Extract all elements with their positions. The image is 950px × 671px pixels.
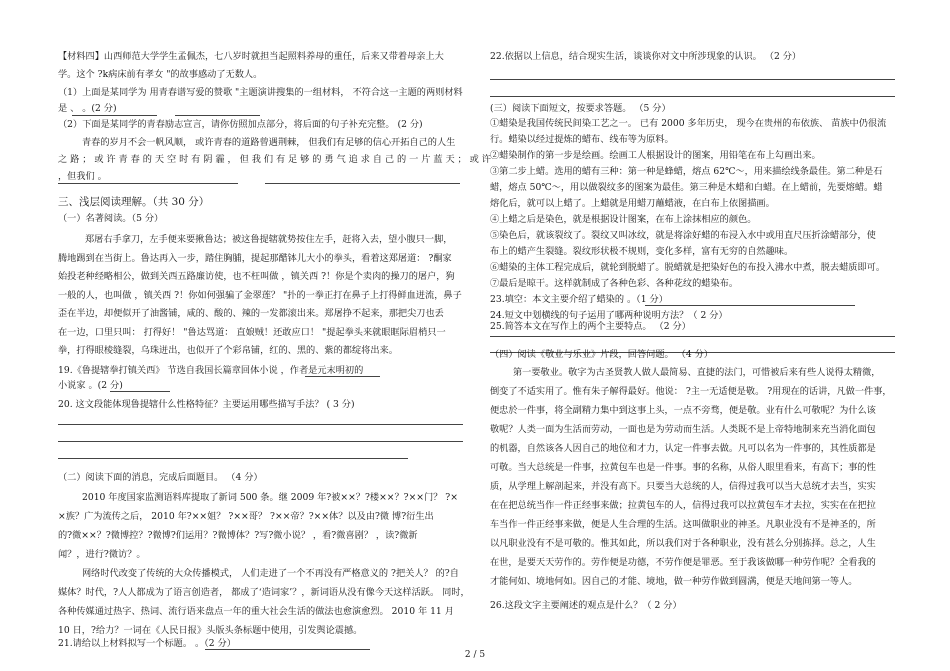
question2-line4: ，但我们 。 (58, 171, 107, 182)
question21: 21.请给以上材料拟写一个标题。 。（2 分） (58, 638, 236, 649)
question19-line1: 19.《鲁提辖拳打镇关西》 节选自我国长篇章回体小说 ，作者是元末明初的 (58, 365, 364, 376)
news-line: 的?微××？?微博控？?微博?们运用？?微博体？?写?微小说？ ，看?微喜剧？ ，读?微新 (58, 530, 418, 541)
answer-blank[interactable] (265, 183, 460, 184)
article-line: ③第二步上蜡。选用的蜡有三种：第一种是蜂蜡，熔点 62℃～，用来描绘线条最佳。第二种是石 (490, 166, 883, 177)
answer-blank[interactable] (72, 115, 157, 116)
essay-line: 质，从学理上解剖起来，并没有高下。只要当大总统的人，信得过我可以当大总统才去当，实实 (490, 481, 876, 492)
essay-line: 才能何如、境地何如。因自己的才能、境地，做一种劳作做到圆满，便是天地间第一等人。 (490, 576, 858, 587)
article-line: ①蜡染是我国传统民间染工艺之一。 已有 2000 多年历史， 现今在贵州的布依族、 苗族中仍很流 (490, 118, 887, 129)
essay-line: 敬呢？人类一面为生活而劳动，一面也是为劳动而生活。人类既不是上帝特地制来充当消化面包 (490, 424, 876, 435)
news-line: ×族？广为流传之后， 2010 年?××姐？ ?××哥？ ?××帝？?××体？以及由?微 博?衍生出 (58, 511, 434, 522)
question2-line1: （2）下面是某同学的青春励志宣言，请你仿照加点部分，将后面的句子补充完整。 (2 分) (58, 119, 423, 130)
answer-line[interactable] (490, 79, 895, 80)
passage-line: 郑屠右手拿刀，左手便来要揪鲁达；被这鲁提辖就势按住左手，赶将入去，望小腹只一脚， (85, 234, 453, 245)
answer-line[interactable] (58, 424, 463, 425)
question23: 23.填空：本文主要介绍了蜡染的 。（1 分） (490, 294, 668, 305)
question26: 26.这段文字主要阐述的观点是什么？（ 2 分） (490, 600, 682, 611)
news-line: 10 日，?给力？一词在《人民日报》头版头条标题中使用，引发舆论震撼。 (58, 625, 363, 636)
question24: 24.短文中划横线的句子运用了哪两种说明方法？（ 2 分） (490, 310, 728, 321)
essay-line: 在世，是要天天劳作的。劳作便是功德，不劳作便是罪恶。至于我该做哪一种劳作呢？全看我的 (490, 557, 876, 568)
answer-blank[interactable] (645, 305, 855, 306)
article-line: 熔化后，就可以上蜡了。上蜡就是用蜡刀蘸蜡液，在白布上依图描画。 (490, 198, 775, 209)
part1-title: （一）名著阅读。（5 分） (58, 213, 164, 224)
section3-title: 三、浅层阅读理解。（共 30 分） (58, 196, 210, 208)
passage-line: 拳，打得眼棱缝裂，乌珠迸出，也似开了个彩帛铺，红的、黑的、紫的都绽将出来。 (58, 345, 398, 356)
question25: 25.简答本文在写作上的两个主要特点。 （2 分） (490, 321, 691, 332)
question19-line2: 小说家 。(2 分) (58, 380, 123, 391)
answer-line[interactable] (490, 96, 895, 97)
news-line: 2010 年度国家监测语料库提取了新词 500 条。继 2009 年?被××？?楼××？?××门？ ?× (82, 492, 458, 503)
essay-line: 车当作一件正经事来做，便是人生合理的生活。这叫做职业的神圣。凡职业没有不是神圣的，所 (490, 519, 876, 530)
part2-title: （二）阅读下面的消息，完成后面题目。 （4 分） (58, 472, 263, 483)
article-line: ⑦最后是晾干。这样就制成了各种色彩、各种花纹的蜡染布。 (490, 278, 739, 289)
article-line: ④上蜡之后是染色，就是根据设计图案，在布上涂抹相应的颜色。 (490, 214, 757, 225)
answer-blank[interactable] (110, 391, 170, 392)
news-line: 网络时代改变了传统的大众传播模式， 人们走进了一个不再没有严格意义的 ?把关人？ 的?自 (82, 568, 459, 579)
article-line: ⑤染色后，就该裂纹了。裂纹又叫冰纹，就是将涂好蜡的布浸入水中或用直尺压折涂蜡部分，使 (490, 230, 876, 241)
article-line: 布上的蜡产生裂缝。裂纹形状极不规则，变化多样，富有无穷的自然趣味。 (490, 246, 794, 257)
answer-blank[interactable] (305, 376, 380, 377)
essay-line: 倒变了不适实用了。惟有朱子解得最好。他说： ?主一无适便是敬。 ?用现在的话讲，凡做一件事， (490, 386, 892, 397)
question2-line3: 之 路 ； 或 许 青 春 的 天 空 时 有 阴 霾 ， 但 我 们 有 足 够 的 勇 气 追 求 自 己 的 一 片 蓝 天 ； 或 许 (58, 154, 491, 165)
answer-blank[interactable] (58, 183, 238, 184)
passage-line: 始投老种经略相公，做到关西五路廉访使，也不枉叫做 ，镇关西 ?！你是个卖肉的操刀的屠户，狗 (58, 271, 455, 282)
news-line: 闻？，进行?微访？。 (58, 549, 146, 560)
question20: 20. 这文段能体现鲁提辖什么性格特征？主要运用哪些描写手法？ ( 3 分) (58, 399, 355, 410)
material4-line2: 学。这个 ?k病床前有孝女 "的故事感动了无数人。 (58, 69, 263, 80)
essay-line: 可敬。当大总统是一件事，拉黄包车也是一件事。事的名称，从俗人眼里看来，有高下；事的性 (490, 462, 876, 473)
part4-title: （四）阅读《敬业与乐业》片段，回答问题。 （4 分） (490, 349, 713, 360)
passage-line: 一般的人，也叫做 ，镇关西 ?！你如何强骗了金翠莲？ "扑的一拳正打在鼻子上打得鲜血迸流，鼻子 (58, 290, 462, 301)
essay-line: 第一要敬业。敬字为古圣贤教人做人最简易、直捷的法门，可惜被后来有些人说得太精微， (513, 367, 881, 378)
essay-line: 以凡职业没有不是可敬的。惟其如此，所以我们对于各种职业，没有甚么分别拣择。总之，人生 (490, 538, 876, 549)
article-line: ②蜡染制作的第一步是绘画。绘画工人根据设计的图案，用铅笔在布上勾画出来。 (490, 150, 821, 161)
page-number: 2 / 5 (464, 650, 486, 660)
answer-line[interactable] (490, 336, 895, 337)
news-line: 媒体？时代，?人人都成为了语言创造者， 都成了‘造词家’？，新词语从没有像今天这样活跃。 同时， (58, 587, 470, 598)
answer-line[interactable] (58, 441, 463, 442)
passage-line: 腾地踢到在当街上。鲁达再入一步，踏住胸脯，提起那醋钵儿大小的拳头，看着这郑屠道： ?酮家 (58, 253, 452, 264)
question1-line2: 是 、 。(2 分) (58, 103, 117, 114)
material4-line1: 【材料四】山西师范大学学生孟佩杰，七八岁时就担当起照料养母的重任，后来又带着母亲上大 (58, 51, 444, 62)
essay-line: 在在把总统当作一件正经事来做；拉黄包车的人，信得过我可以拉黄包车才去拉，实实在在把拉 (490, 500, 876, 511)
answer-line[interactable] (58, 458, 408, 459)
question22: 22.依据以上信息，结合现实生活，谈谈你对文中所涉现象的认识。 （2 分） (490, 51, 802, 62)
passage-line: 歪在半边，却便似开了油酱铺，咸的、酸的、辣的一发都滚出来。郑屠挣不起来，那把尖刀也丢 (58, 308, 444, 319)
question1-line1: （1）上面是某同学为 用青春谱写爱的赞歌 "主题演讲搜集的一组材料， 不符合这一主题的两则材料 (58, 87, 463, 98)
article-line: 行。蜡染以经过提炼的蜡布、线布等为原料。 (490, 134, 674, 145)
passage-line: 在一边，口里只叫： 打得好！ "鲁达骂道： 直娘贼！还敢应口！ "提起拳头来就眼眶际眉梢只一 (58, 327, 446, 338)
news-line: 各种传媒通过热字、热词、流行语来盘点一年的重大社会生活的做法也愈演愈烈。 2010 年 11 月 (58, 606, 454, 617)
answer-blank[interactable] (175, 115, 260, 116)
part3-title: (三）阅读下面短文，按要求答题。 （5 分） (490, 103, 671, 114)
article-line: ⑥蜡染的主体工程完成后，就轮到脱蜡了。脱蜡就是把染好色的布投入沸水中煮，脱去蜡质即可。 (490, 262, 886, 273)
essay-line: 便忠於一件事，将全副精力集中到这事上头，一点不旁骛，便是敬。业有什么可敬呢？为什么该 (490, 405, 876, 416)
question2-line2: 青春的岁月不会一帆风顺， 或许青春的道路曾遇荆棘， 但我们有足够的信心开拓自己的人生 (82, 137, 456, 148)
article-line: 蜡，熔点 50℃～，用以做裂纹多的图案为最佳。第三种是木蜡和白蜡。在上蜡前，先要熔蜡。蜡 (490, 182, 883, 193)
essay-line: 的机器，自然该各人因自己的地位和才力，认定一件事去做。凡可以名为一件事的，其性质都是 (490, 443, 876, 454)
